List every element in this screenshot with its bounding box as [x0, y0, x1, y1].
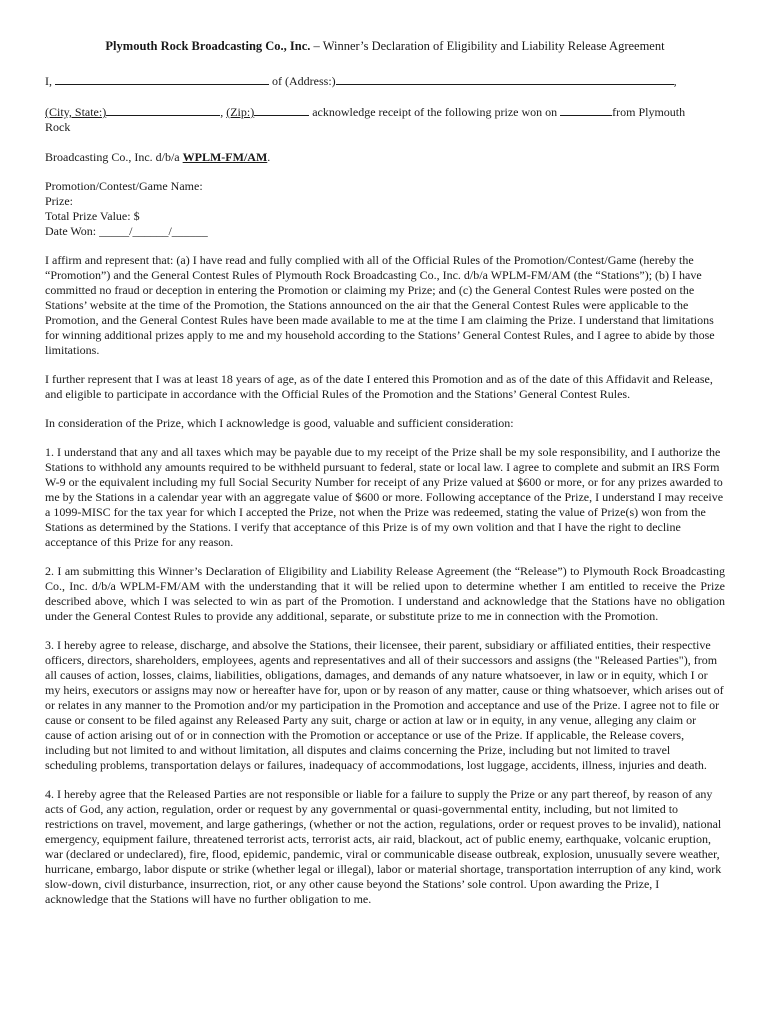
force-majeure-paragraph: 4. I hereby agree that the Released Parties are not responsible or liable for a failure to supply the Prize or any part thereof, by reason of any acts of God, any action, regulation, order or request by any governmental or quasi-governmental entity, including, but not limited to restrictions on travel, movement, and large gatherings, (whether or not the action, regulations, order or request proves to be invalid), national emergency, equipment failure, threatened terrorist acts, terrorist acts, air raid, blackout, act of public enemy, earthquake, volcanic eruption, war (declared or undeclared), fire, flood, epidemic, pandemic, viral or communicable disease outbreak, explosion, unusually severe weather, hurricane, embargo, labor dispute or strike (whether legal or illegal), labor or material shortage, transportation interruption of any kind, work slow-down, civil disturbance, insurrection, riot, or any other cause beyond the Stations’ sole control. Upon awarding the Prize, I acknowledge that the Stations will have no further obligation to me.	[45, 787, 722, 906]
city-blank[interactable]	[106, 104, 220, 116]
acknowledge-text: acknowledge receipt of the following prize won on	[309, 105, 561, 119]
age-paragraph: I further represent that I was at least 18 years of age, as of the date I entered this Promotion and as of the date of this Affidavit and Release, and eligible to participate in accordance with the Official Rules of the Promotion and the Stations’ General Contest Rules.	[45, 372, 713, 401]
title-company: Plymouth Rock Broadcasting Co., Inc.	[105, 39, 311, 53]
from-text: from Plymouth	[612, 105, 686, 119]
consideration-paragraph: In consideration of the Prize, which I acknowledge is good, valuable and sufficient consideration:	[45, 416, 514, 430]
zip-label: (Zip:)	[226, 105, 255, 119]
submission-paragraph: 2. I am submitting this Winner’s Declaration of Eligibility and Liability Release Agreement (the “Release”) to Plymouth Rock Broadcasting Co., Inc. d/b/a WPLM-FM/AM with the understanding that it will be relied upon to determine whether I am entitled to receive the Prize described above, which I was selected to win as part of the Promotion. I understand and acknowledge that the Stations have no obligation under the General Contest Rules to provide any additional, separate, or substitute prize to me in connection with the Promotion.	[45, 564, 725, 623]
promotion-field[interactable]: Promotion/Contest/Game Name:	[45, 179, 203, 193]
value-field[interactable]: Total Prize Value: $	[45, 209, 140, 223]
city-label: (City, State:)	[45, 105, 107, 119]
dba-prefix: Broadcasting Co., Inc. d/b/a	[45, 150, 183, 164]
zip-blank[interactable]	[254, 104, 309, 116]
name-blank[interactable]	[55, 73, 269, 85]
city-zip-line: (City, State:) , (Zip:) acknowledge receipt of the following prize won on from Plymouth	[45, 105, 686, 119]
release-paragraph: 3. I hereby agree to release, discharge, and absolve the Stations, their licensee, their parent, subsidiary or affiliated entities, their respective officers, directors, shareholders, employees, agents and representatives and all of their successors and assigns (the "Released Parties"), from all causes of action, losses, claims, liabilities, obligations, damages, and demands of any nature whatsoever, in law or in equity, which I or my heirs, executors or assigns may now or hereafter have for, upon or by reason of any matter, cause or thing whatsoever, which arises out of or relates in any manner to the Promotion and/or my participation in the Promotion and acceptance and use of the Prize. I agree not to file or cause or consent to be filed against any Released Party any suit, charge or action at law or in equity, in any venue, alleging any claim or cause of action arising out of or in connection with the Promotion or acceptance or use of the Prize. If applicable, the Release covers, including but not limited to and without limitation, all disputes and claims concerning the Prize, including but not limited to travel scheduling problems, transportation delays or failures, inadequacy of accommodations, lost luggage, accidents, illness, injuries and death.	[45, 638, 724, 772]
release-form-page	[45, 38, 725, 921]
address-label: of (Address:)	[269, 74, 336, 88]
document-title	[45, 38, 725, 54]
taxes-paragraph: 1. I understand that any and all taxes which may be payable due to my receipt of the Prize shall be my sole responsibility, and I authorize the Stations to withhold any amounts required to be withheld pursuant to federal, state or local law. I agree to complete and submit an IRS Form W-9 or the equivalent including my full Social Security Number for receipt of any Prize valued at $600 or more, or for any prizes awarded to me by the Stations in a calendar year with an aggregate value of $600 or more. Following acceptance of the Prize, I understand I may receive a 1099-MISC for the tax year for which I accepted the Prize, not when the Prize was redeemed, stating the value of Prize(s) won from the Stations as determined by the Stations. I verify that acceptance of this Prize is of my own volition and that I have the right to decline acceptance of this Prize for any reason.	[45, 445, 724, 549]
title-rest: – Winner’s Declaration of Eligibility and Liability Release Agreement	[310, 39, 665, 53]
name-address-line	[45, 73, 725, 89]
date-won-field[interactable]: Date Won: _____/______/______	[45, 224, 208, 238]
address-line-end: ,	[673, 74, 677, 88]
dba-line	[45, 150, 725, 165]
date-won-blank[interactable]	[560, 104, 612, 116]
i-label: I,	[45, 74, 52, 88]
dba-suffix: .	[267, 150, 271, 164]
affirmation-paragraph: I affirm and represent that: (a) I have read and fully complied with all of the Official Rules of the Promotion/Contest/Game (hereby the “Promotion”) and the General Contest Rules of Plymouth Rock Broadcasting Co., Inc. d/b/a WPLM-FM/AM (the “Stations”); (b) I have committed no fraud or deception in entering the Promotion or claiming my Prize; and (c) the General Contest Rules were posted on the Stations’ website at the time of the Promotion, the Stations announced on the air that the General Contest Rules were applicable to the Promotion, and the General Contest Rules have been made available to me at the time I am claiming the Prize. I understand that limitations for winning additional prizes apply to me and my household according to the Stations’ General Contest Rules, and I agree to abide by those limitations.	[45, 253, 715, 357]
prize-fields	[45, 179, 725, 239]
prize-field[interactable]: Prize:	[45, 194, 73, 208]
address-blank[interactable]	[336, 73, 674, 85]
callsign: WPLM-FM/AM	[182, 150, 268, 164]
rock-line: Rock	[45, 120, 71, 134]
